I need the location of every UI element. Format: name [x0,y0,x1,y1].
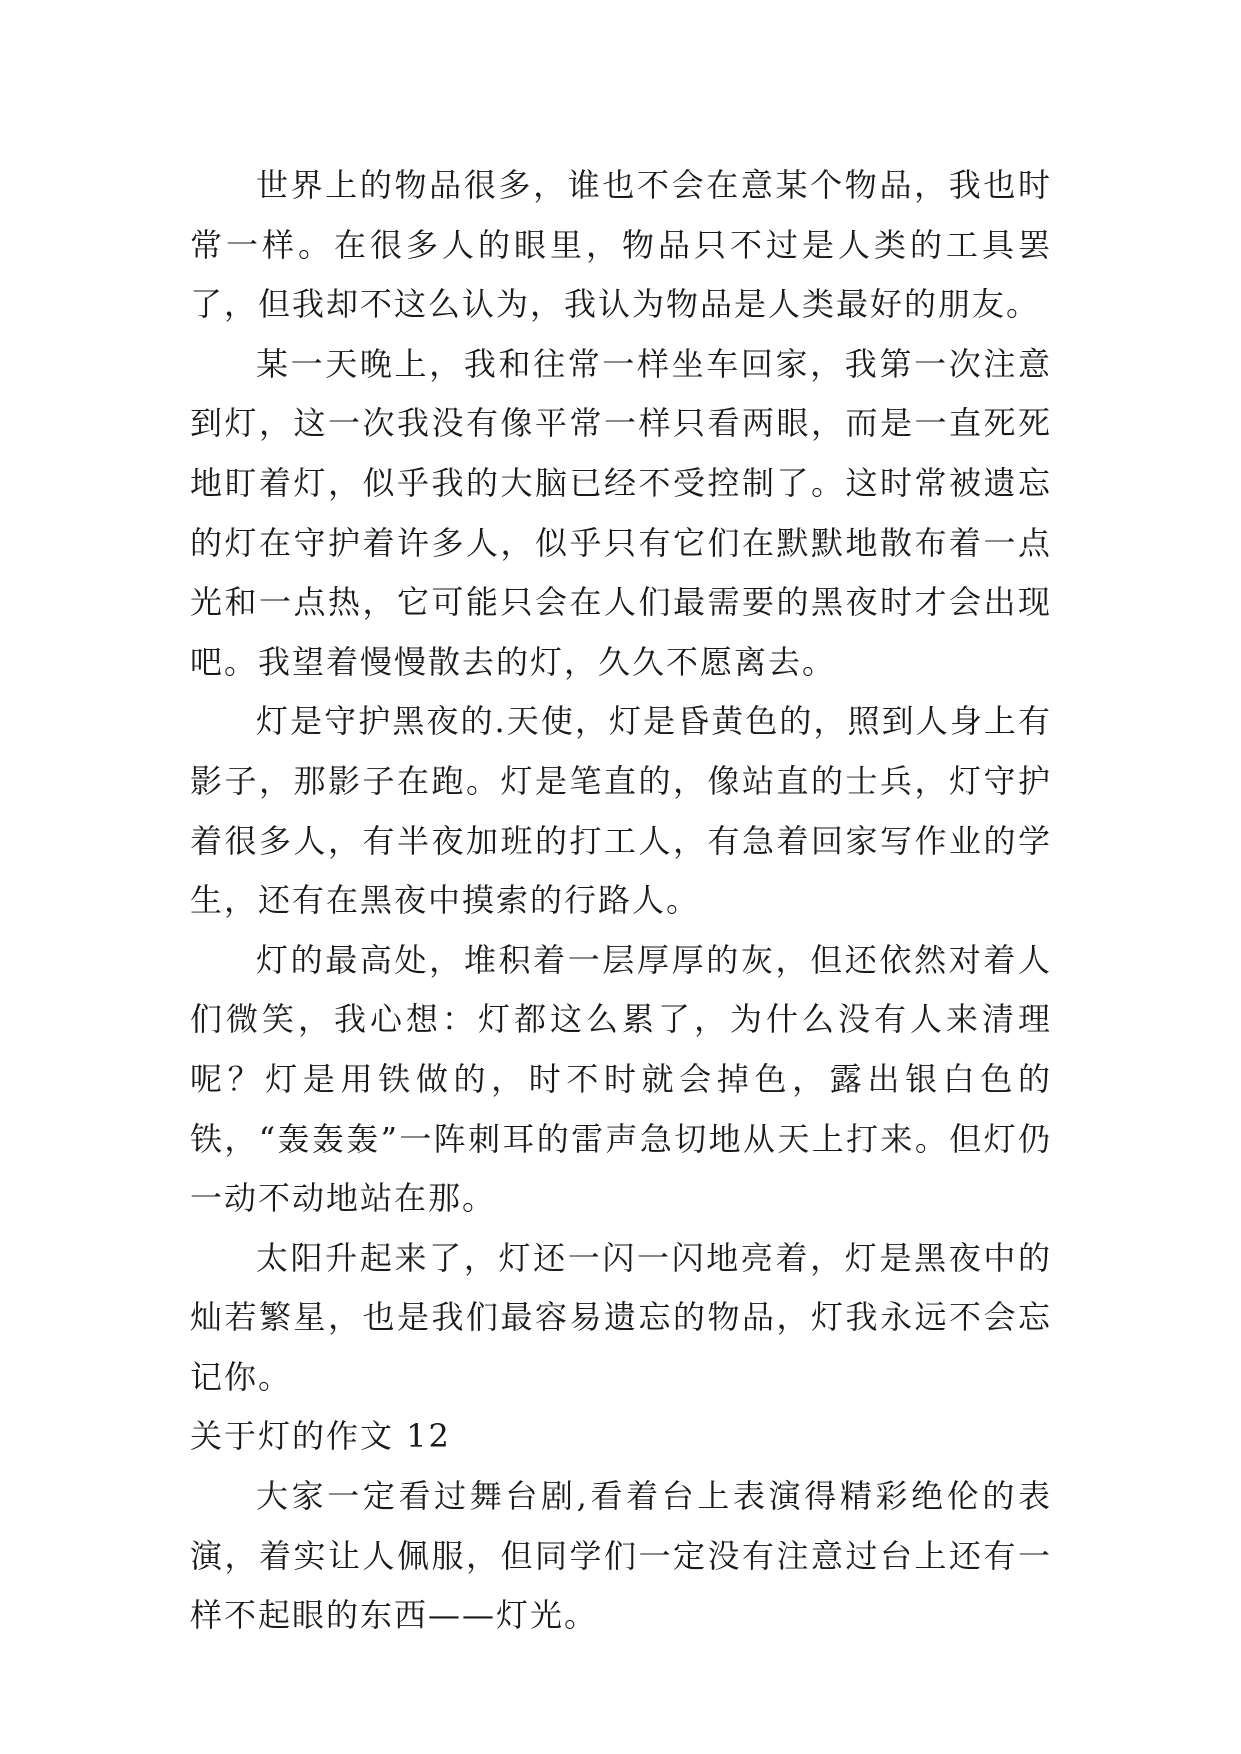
paragraph: 灯是守护黑夜的.天使，灯是昏黄色的，照到人身上有影子，那影子在跑。灯是笔直的，像站直的士兵，灯守护着很多人，有半夜加班的打工人，有急着回家写作业的学生，还有在黑夜中摸索的行路人。 [190,702,1052,920]
document-body [190,156,1052,1646]
paragraph: 太阳升起来了，灯还一闪一闪地亮着，灯是黑夜中的灿若繁星，也是我们最容易遗忘的物品，灯我永远不会忘记你。 [190,1238,1052,1396]
paragraph: 灯的最高处，堆积着一层厚厚的灰，但还依然对着人们微笑，我心想：灯都这么累了，为什么没有人来清理呢？灯是用铁做的，时不时就会掉色，露出银白色的铁，“轰轰轰”一阵刺耳的雷声急切地从天上打来。但灯仍一动不动地站在那。 [190,940,1052,1218]
essay-title: 关于灯的作文 12 [190,1417,451,1456]
paragraph: 世界上的物品很多，谁也不会在意某个物品，我也时常一样。在很多人的眼里，物品只不过是人类的工具罢了，但我却不这么认为，我认为物品是人类最好的朋友。 [190,166,1052,324]
paragraph: 某一天晚上，我和往常一样坐车回家，我第一次注意到灯，这一次我没有像平常一样只看两眼，而是一直死死地盯着灯，似乎我的大脑已经不受控制了。这时常被遗忘的灯在守护着许多人，似乎只有它们在默默地散布着一点光和一点热，它可能只会在人们最需要的黑夜时才会出现吧。我望着慢慢散去的灯，久久不愿离去。 [190,344,1052,681]
paragraph: 大家一定看过舞台剧,看着台上表演得精彩绝伦的表演，着实让人佩服，但同学们一定没有注意过台上还有一样不起眼的东西——灯光。 [190,1477,1052,1635]
